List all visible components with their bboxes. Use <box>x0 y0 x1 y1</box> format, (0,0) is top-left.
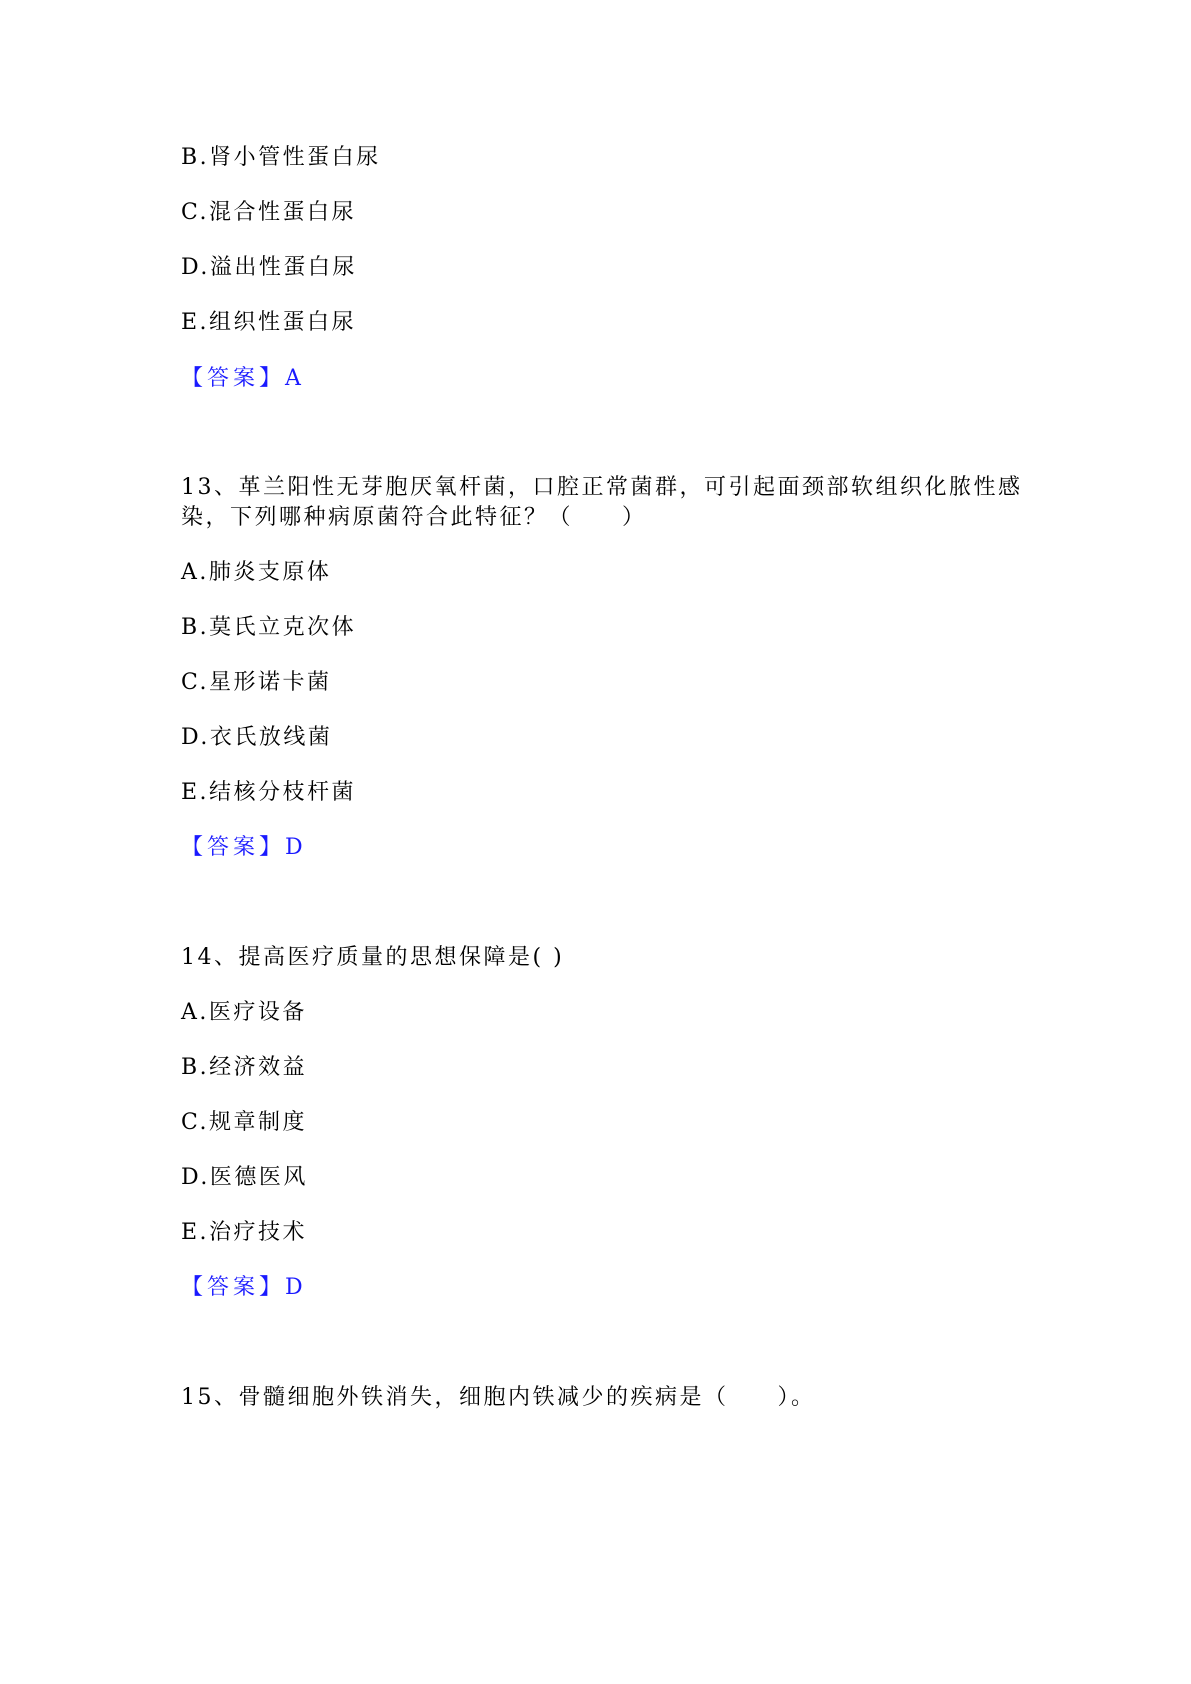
answer-value: D <box>285 1275 306 1300</box>
option-a: A.肺炎支原体 <box>181 560 332 585</box>
answer <box>181 1273 305 1303</box>
answer-label: 【答案】 <box>181 366 286 391</box>
answer-label: 【答案】 <box>181 835 286 860</box>
option-c: C.混合性蛋白尿 <box>181 200 357 225</box>
option-b: B.肾小管性蛋白尿 <box>181 145 381 170</box>
option-e: E.组织性蛋白尿 <box>181 310 357 335</box>
question-stem: 15、骨髓细胞外铁消失，细胞内铁减少的疾病是（ ）。 <box>181 1385 816 1410</box>
question-stem-line-1: 13、革兰阳性无芽胞厌氧杆菌，口腔正常菌群，可引起面颈部软组织化脓性感 <box>181 475 1023 500</box>
answer-label: 【答案】 <box>181 1275 286 1300</box>
question-stem: 14、提高医疗质量的思想保障是( ) <box>181 945 565 970</box>
option-b: B.莫氏立克次体 <box>181 615 357 640</box>
option-c: C.星形诺卡菌 <box>181 670 332 695</box>
answer <box>181 833 305 863</box>
option-d: D.衣氏放线菌 <box>181 725 333 750</box>
option-a: A.医疗设备 <box>181 1000 307 1025</box>
option-c: C.规章制度 <box>181 1110 308 1135</box>
option-e: E.结核分枝杆菌 <box>181 780 357 805</box>
answer-value: A <box>285 366 304 391</box>
answer-value: D <box>285 835 306 860</box>
answer <box>181 364 303 394</box>
option-d: D.医德医风 <box>181 1165 308 1190</box>
option-e: E.治疗技术 <box>181 1220 308 1245</box>
option-d: D.溢出性蛋白尿 <box>181 255 357 280</box>
question-stem-line-2: 染，下列哪种病原菌符合此特征？（ ） <box>181 505 647 530</box>
option-b: B.经济效益 <box>181 1055 308 1080</box>
